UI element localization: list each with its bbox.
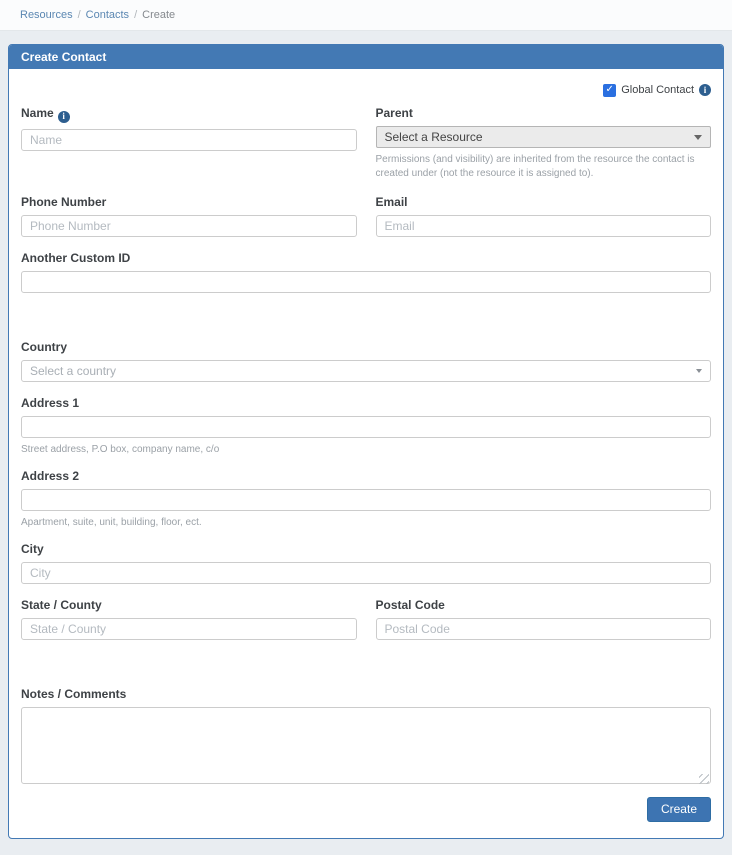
breadcrumb-link-contacts[interactable]: Contacts <box>85 9 130 21</box>
breadcrumb-current-create: Create <box>142 9 176 21</box>
custom-id-label: Another Custom ID <box>21 251 131 265</box>
panel-title: Create Contact <box>9 45 723 69</box>
postal-code-input[interactable] <box>376 618 712 640</box>
create-contact-panel <box>8 44 724 839</box>
global-contact-checkbox[interactable]: ✓ <box>603 84 616 97</box>
global-contact-info-icon[interactable]: i <box>699 84 711 96</box>
phone-input[interactable] <box>21 215 357 237</box>
address1-label: Address 1 <box>21 396 80 410</box>
address1-help-text: Street address, P.O box, company name, c/o <box>21 444 220 455</box>
country-select-placeholder: Select a country <box>30 364 117 378</box>
caret-down-icon <box>696 369 702 373</box>
state-label: State / County <box>21 598 102 612</box>
address1-input[interactable] <box>21 416 711 438</box>
breadcrumb-link-resources[interactable]: Resources <box>20 9 73 21</box>
custom-id-input[interactable] <box>21 271 711 293</box>
global-contact-label: Global Contact <box>621 84 694 96</box>
notes-textarea[interactable] <box>21 707 711 784</box>
country-label: Country <box>21 340 67 354</box>
caret-down-icon <box>694 135 702 140</box>
postal-code-label: Postal Code <box>375 598 445 612</box>
parent-label: Parent <box>375 106 413 120</box>
panel-body <box>9 69 723 838</box>
notes-label: Notes / Comments <box>21 687 127 701</box>
name-input[interactable] <box>21 129 357 151</box>
breadcrumb <box>0 0 732 31</box>
email-input[interactable] <box>376 215 712 237</box>
city-input[interactable] <box>21 562 711 584</box>
parent-select-value: Select a Resource <box>384 130 483 144</box>
parent-select[interactable] <box>376 126 712 148</box>
address2-input[interactable] <box>21 489 711 511</box>
breadcrumb-separator: / <box>77 9 81 21</box>
email-label: Email <box>375 195 408 209</box>
name-label: Name i <box>21 107 357 123</box>
phone-label: Phone Number <box>21 195 107 209</box>
city-label: City <box>21 542 44 556</box>
parent-help-text: Permissions (and visibility) are inherited from the resource the contact is created under (not the resource it is assigned to). <box>375 154 695 179</box>
name-info-icon[interactable]: i <box>58 111 70 123</box>
country-select[interactable] <box>21 360 711 382</box>
breadcrumb-separator: / <box>134 9 138 21</box>
address2-label: Address 2 <box>21 469 80 483</box>
global-contact-row <box>21 83 711 97</box>
address2-help-text: Apartment, suite, unit, building, floor, ect. <box>21 517 202 528</box>
create-button[interactable]: Create <box>647 797 711 822</box>
state-input[interactable] <box>21 618 357 640</box>
